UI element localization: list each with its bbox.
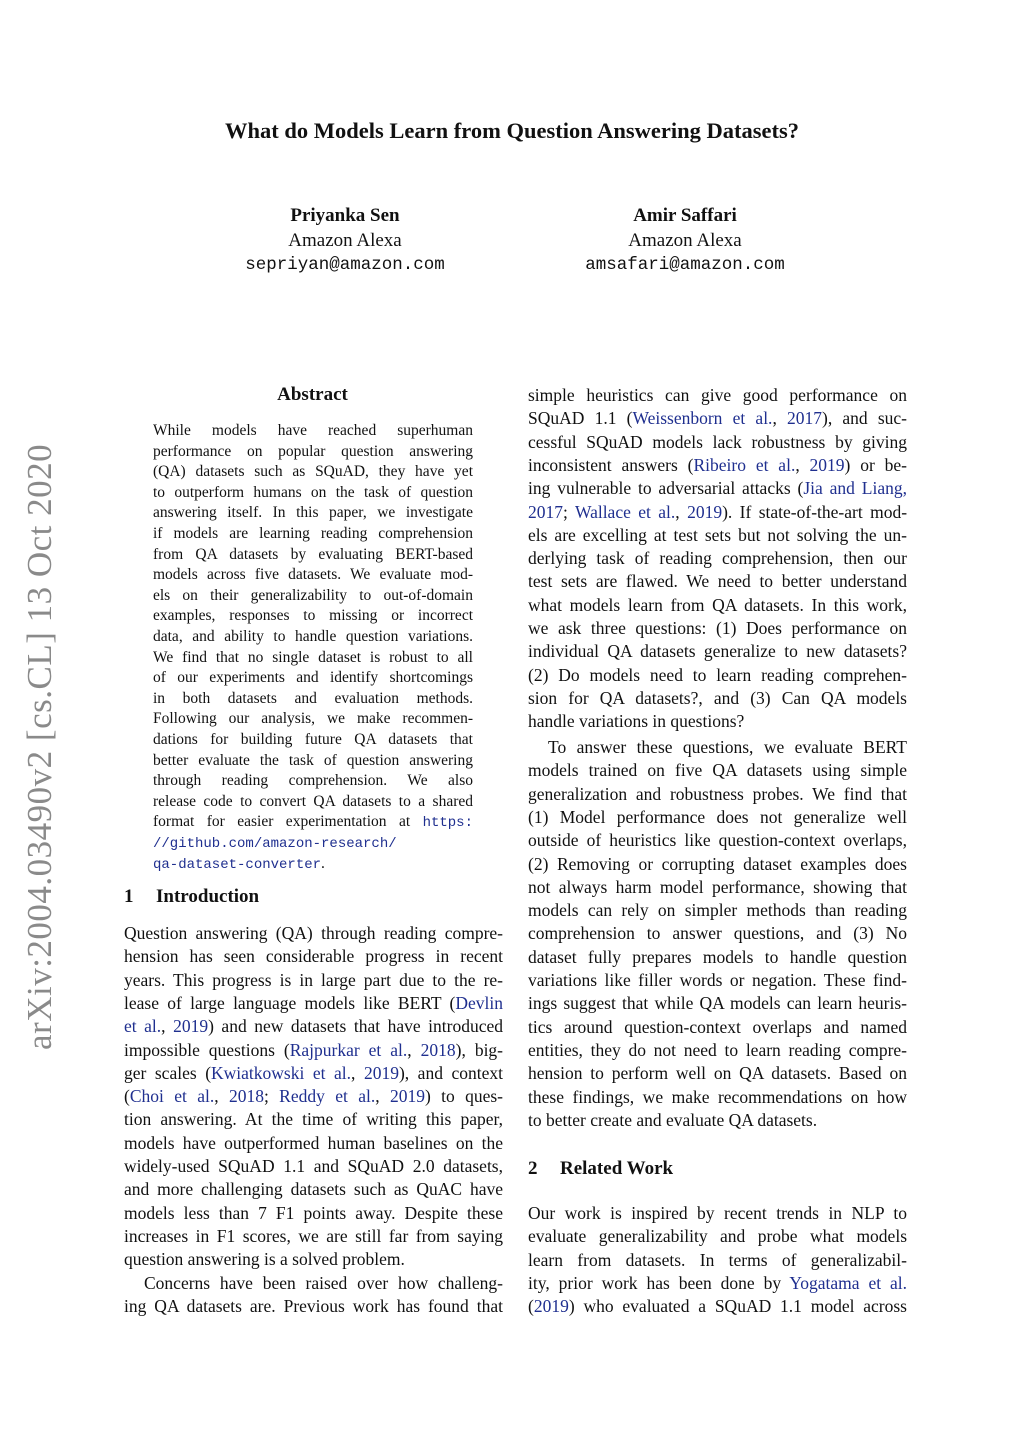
citation-comma: ,	[902, 478, 907, 499]
body-line: models have outperformed human baselines on the	[124, 1132, 503, 1153]
body-line: question answering is a solved problem.	[124, 1249, 405, 1270]
body-line: (2) Do models need to learn reading comprehen-	[528, 664, 907, 685]
body-line: hension has seen considerable progress in recent	[124, 946, 503, 967]
abstract-line: dations for building future QA datasets that	[153, 731, 473, 748]
body-line: to better create and evaluate QA datasets.	[528, 1109, 818, 1130]
body-line	[528, 1295, 907, 1318]
body-line	[528, 477, 907, 500]
text: ). If state-of-the-art mod-	[722, 501, 908, 522]
author-email[interactable]: amsafari@amazon.com	[585, 255, 785, 275]
body-line: cessful SQuAD models lack robustness by giving	[528, 431, 907, 452]
arxiv-identifier: arXiv:2004.03490v2 [cs.CL] 13 Oct 2020	[20, 443, 59, 1050]
body-line: To answer these questions, we evaluate BERT	[548, 737, 907, 757]
body-line: dataset fully prepares models to handle question	[528, 946, 907, 967]
body-line	[528, 501, 907, 524]
body-line: simple heuristics can give good performance on	[528, 385, 907, 405]
body-line	[124, 1039, 503, 1062]
text: ,	[214, 1086, 229, 1107]
section-heading-related-work	[528, 1158, 673, 1180]
abstract-line: to outperform humans on the task of question	[153, 483, 473, 501]
body-line	[528, 454, 907, 477]
citation-link[interactable]: Jia and Liang	[803, 478, 903, 499]
body-line: tion answering. At the time of writing this paper,	[124, 1109, 503, 1130]
citation-link[interactable]: Ribeiro et al.	[693, 454, 796, 475]
text: ), big-	[455, 1039, 504, 1060]
text: ,	[351, 1062, 364, 1083]
text: ;	[563, 501, 575, 522]
abstract-line: answering itself. In this paper, we investigate	[153, 504, 473, 522]
abstract-line: through reading comprehension. We also	[153, 772, 473, 790]
body-line	[124, 1015, 503, 1038]
text: ) or be-	[844, 454, 907, 475]
text: ,	[795, 454, 810, 475]
abstract-line: We find that no single dataset is robust to all	[153, 648, 473, 666]
text: ,	[407, 1039, 421, 1060]
body-line: tics around question-context overlaps and named	[528, 1016, 907, 1037]
body-line: individual QA datasets generalize to new datasets?	[528, 641, 907, 662]
paper-title: What do Models Learn from Question Answering Datasets?	[225, 118, 799, 143]
citation-link[interactable]: Rajpurkar et al.	[289, 1039, 408, 1060]
abstract-heading: Abstract	[277, 384, 348, 405]
text: ing vulnerable to adversarial attacks (	[528, 478, 804, 499]
text: SQuAD 1.1 (	[528, 408, 633, 429]
author-block	[515, 203, 855, 278]
abstract-line	[153, 853, 473, 874]
body-line: not always harm model performance, showing that	[528, 876, 907, 897]
body-line: (1) Model performance does not generalize well	[528, 806, 907, 827]
citation-link[interactable]: et al.	[124, 1016, 162, 1037]
abstract-line: (QA) datasets such as SQuAD, they have yet	[153, 463, 473, 481]
abstract-line: from QA datasets by evaluating BERT-based	[153, 545, 473, 563]
citation-year-link[interactable]: 2019	[533, 1296, 569, 1317]
code-url-link[interactable]: qa-dataset-converter	[153, 856, 322, 873]
body-line: outside of heuristics like question-context overlaps,	[528, 830, 907, 851]
code-url-link[interactable]: https:	[422, 815, 473, 832]
text: ,	[675, 501, 688, 522]
body-line: test sets are flawed. We need to better understand	[528, 571, 907, 592]
body-line: variations like filler words or negation. These find-	[528, 970, 907, 990]
body-line	[124, 1062, 503, 1085]
text: ), and context	[398, 1062, 503, 1083]
body-line: increases in F1 scores, we are still far from saying	[124, 1225, 503, 1246]
abstract-line: While models have reached superhuman	[153, 422, 473, 439]
text: ) who evaluated a SQuAD 1.1 model across	[568, 1296, 907, 1317]
abstract-end-period: .	[321, 854, 325, 872]
text: ;	[263, 1086, 280, 1107]
abstract-line: examples, responses to missing or incorrect	[153, 607, 473, 625]
abstract-line: better evaluate the task of question answering	[153, 751, 473, 769]
text: ,	[161, 1016, 174, 1037]
body-line: these findings, we make recommendations on how	[528, 1086, 907, 1107]
body-line	[528, 407, 907, 430]
section-heading-introduction	[124, 886, 259, 908]
body-line: ing QA datasets are. Previous work has found that	[124, 1295, 503, 1316]
author-email[interactable]: sepriyan@amazon.com	[245, 255, 445, 275]
citation-link[interactable]: Reddy et al.	[279, 1086, 376, 1107]
body-line: els are excelling at test sets but not solving the un-	[528, 524, 907, 545]
citation-link[interactable]: Devlin	[455, 992, 503, 1013]
author-name: Priyanka Sen	[290, 205, 400, 226]
body-line: models can rely on simpler methods than reading	[528, 900, 907, 921]
text: (	[124, 1086, 130, 1107]
body-line: what models learn from QA datasets. In this work,	[528, 594, 907, 615]
body-line: handle variations in questions?	[528, 711, 745, 732]
text: ger scales (	[124, 1062, 212, 1083]
body-line: derlying task of reading comprehension, then our	[528, 548, 907, 569]
citation-year-link[interactable]: 2019	[173, 1016, 209, 1037]
text: lease of large language models like BERT (	[124, 992, 456, 1013]
citation-year-link[interactable]: 2017	[787, 408, 822, 429]
section-title: Related Work	[560, 1158, 674, 1179]
text: ) to ques-	[424, 1086, 504, 1107]
abstract-line: performance on popular question answering	[153, 442, 473, 460]
citation-year-link[interactable]: 2019	[389, 1086, 425, 1107]
body-line: comprehension to answer questions, and (3) No	[528, 923, 907, 944]
body-line: models less than 7 F1 points away. Despite these	[124, 1202, 503, 1223]
text: ity, prior work has been done by	[528, 1272, 790, 1293]
body-line: models trained on five QA datasets using simple	[528, 760, 907, 781]
code-url-link[interactable]: //github.com/amazon-research/	[153, 836, 397, 852]
citation-year-link[interactable]: 2017	[528, 501, 563, 522]
section-number: 1	[124, 886, 134, 907]
text: ,	[375, 1086, 390, 1107]
citation-link[interactable]: Kwiatkowski et al.	[211, 1062, 352, 1083]
body-line: and more challenging datasets such as QuAC have	[124, 1179, 503, 1200]
body-line: sion for QA datasets?, and (3) Can QA models	[528, 687, 907, 708]
author-affiliation: Amazon Alexa	[628, 230, 742, 251]
abstract-line: models across five datasets. We evaluate mod-	[153, 566, 473, 584]
text: ) and new datasets that have introduced	[208, 1016, 504, 1037]
body-line: evaluate generalizability and probe what models	[528, 1226, 907, 1247]
author-name: Amir Saffari	[633, 205, 737, 226]
body-line: (2) Removing or corrupting dataset examples does	[528, 853, 907, 874]
body-line: hension to perform well on QA datasets. Based on	[528, 1063, 907, 1084]
body-line: years. This progress is in large part due to the re-	[124, 969, 503, 990]
author-affiliation: Amazon Alexa	[288, 230, 402, 251]
text: (	[528, 1296, 534, 1317]
abstract-line	[153, 811, 473, 832]
abstract-line: els on their generalizability to out-of-domain	[153, 586, 473, 604]
body-line: we ask three questions: (1) Does performance on	[528, 618, 907, 638]
body-line: Question answering (QA) through reading compre-	[124, 923, 503, 943]
abstract-line: of our experiments and identify shortcomings	[153, 669, 473, 687]
abstract-line: release code to convert QA datasets to a shared	[153, 792, 473, 810]
body-line: widely-used SQuAD 1.1 and SQuAD 2.0 datasets,	[124, 1156, 503, 1176]
body-line: Concerns have been raised over how challeng-	[144, 1272, 503, 1293]
body-line: entities, they do not need to learn reading compre-	[528, 1039, 907, 1060]
abstract-line: if models are learning reading comprehension	[153, 525, 473, 542]
body-line: generalization and robustness probes. We find that	[528, 783, 907, 804]
body-line	[528, 1272, 907, 1295]
citation-year-link[interactable]: 2018	[228, 1086, 264, 1107]
citation-link[interactable]: Yogatama et al.	[789, 1272, 907, 1293]
section-number: 2	[528, 1158, 538, 1179]
body-line	[124, 1085, 503, 1108]
section-title: Introduction	[156, 886, 260, 907]
citation-year-link[interactable]: 2019	[363, 1062, 399, 1083]
abstract-line-text: format for easier experimentation at	[153, 813, 411, 831]
citation-link[interactable]: Choi et al.	[129, 1086, 215, 1107]
body-line: learn from datasets. In terms of generalizabil-	[528, 1249, 907, 1270]
citation-link[interactable]: Wallace et al.	[574, 501, 676, 522]
author-block	[175, 203, 515, 278]
abstract-line: in both datasets and evaluation methods.	[153, 689, 473, 707]
citation-year-link[interactable]: 2018	[420, 1039, 456, 1060]
abstract-line: Following our analysis, we make recommen-	[153, 710, 473, 728]
text: ), and suc-	[822, 408, 907, 429]
abstract-line: data, and ability to handle question variations.	[153, 628, 473, 645]
citation-year-link[interactable]: 2019	[687, 501, 723, 522]
abstract-line	[153, 832, 473, 853]
text: ,	[772, 408, 787, 429]
text: inconsistent answers (	[528, 454, 694, 475]
body-line: ings suggest that while QA models can learn heuris-	[528, 993, 907, 1014]
text: impossible questions (	[124, 1039, 290, 1060]
citation-link[interactable]: Weissenborn et al.	[632, 408, 773, 429]
body-line: Our work is inspired by recent trends in NLP to	[528, 1203, 907, 1223]
citation-year-link[interactable]: 2019	[809, 454, 845, 475]
body-line	[124, 992, 503, 1015]
